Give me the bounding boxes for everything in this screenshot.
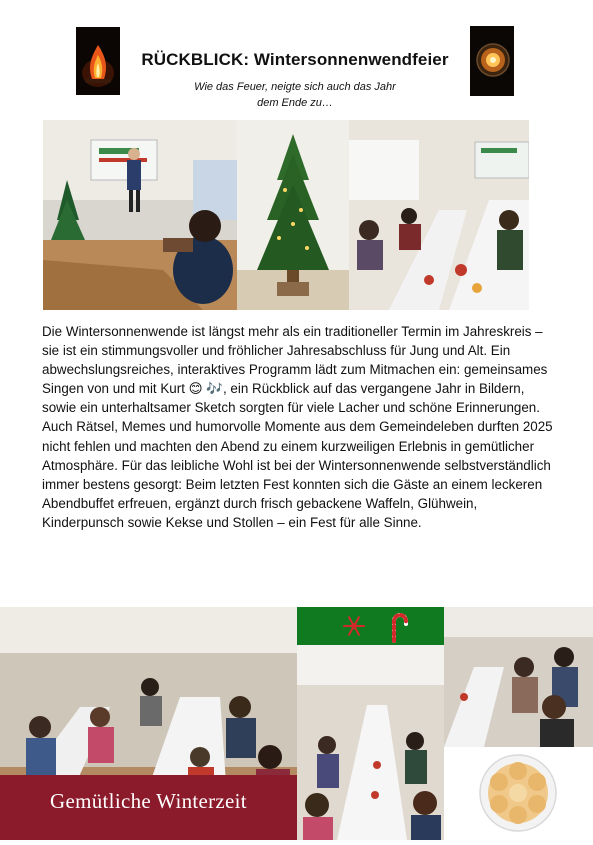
waffle-plate-icon [480,755,556,831]
campfire-photo [76,27,120,95]
candy-cane-icon [394,615,406,641]
subtitle [150,79,440,111]
subtitle-line-1: Wie das Feuer, neigte sich auch das Jahr [194,81,396,93]
photo-guests-corner [444,607,593,747]
christmas-banner [297,607,444,645]
photo-festive-tables [349,120,529,310]
page-title: RÜCKBLICK: Wintersonnenwendfeier [141,50,449,69]
photo-christmas-tree [237,120,349,310]
subtitle-line-2: dem Ende zu… [257,97,333,109]
snowflake-icon [344,617,364,634]
lantern-photo [470,26,514,96]
photo-long-table [297,645,444,840]
article-text: Die Wintersonnenwende ist längst mehr als ein traditioneller Termin im Jahreskreis – sie ist ein stimmungsvoller und fröhlicher Jahresabschluss für Jung und Alt. Ein abwechslungsreiches, interaktives Programm lädt zum Mitmachen ein: gemeinsames Singen von und mit Kurt 😊 🎶, ein Rückblick auf das vergangene Jahr in Bildern, sowie ein unterhaltsamer Sketch sorgten für viele Lacher und schöne Erinnerungen. Auch Rätsel, Memes und humorvolle Momente aus dem Gemeindeleben durften 2025 nicht fehlen und machten den Abend zu einem kurzweiligen Erlebnis in gemütlicher Atmosphäre. Für das leibliche Wohl ist bei der Wintersonnenwende selbstverständlich immer bestens gesorgt: Beim letzten Fest konnten sich die Gäste an einem leckeren Abendbuffet erfreuen, ergänzt durch frisch gebackene Waffeln, Glühwein, Kinderpunsch sowie Kekse und Stollen – ein Fest für alle Sinne. [42,324,553,530]
caption-text: Gemütliche Winterzeit [50,789,247,813]
waffle-plate [444,747,593,840]
photo-stage-speaker [43,120,237,310]
